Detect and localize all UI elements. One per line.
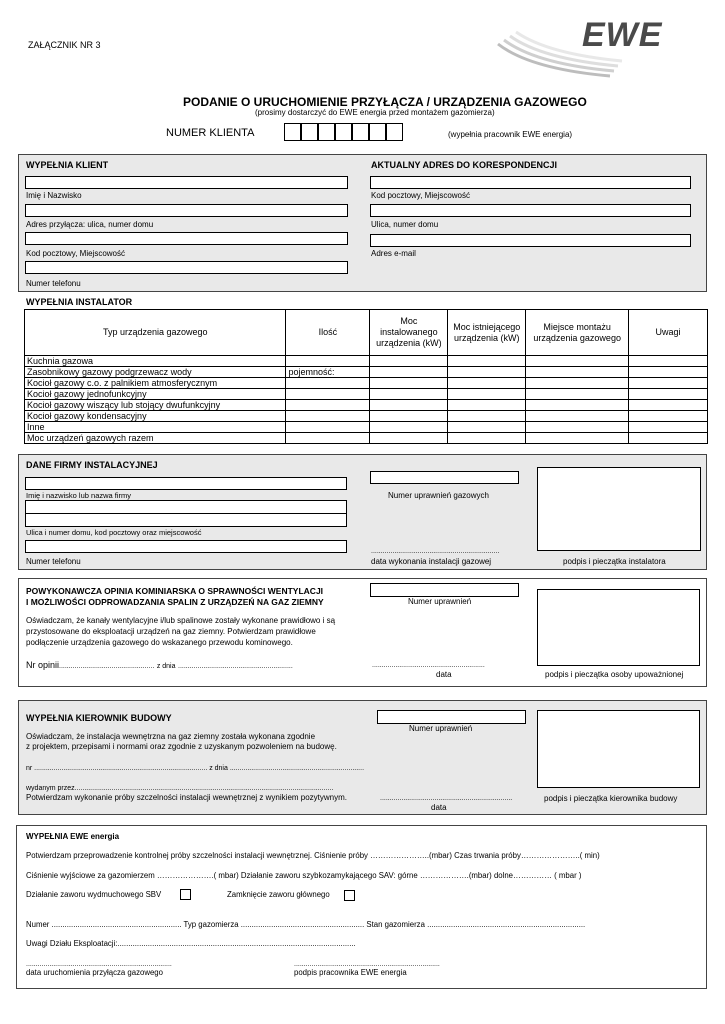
chimney-text-3: podłączenie urządzenia gazowego do wskazanego przewodu kominowego. — [26, 638, 293, 647]
device-label: Zasobnikowy gazowy podgrzewacz wody — [25, 367, 286, 378]
table-cell[interactable] — [370, 422, 448, 433]
client-name-label: Imię i Nazwisko — [26, 191, 82, 200]
page-title: PODANIE O URUCHOMIENIE PRZYŁĄCZA / URZĄDZENIA GAZOWEGO — [183, 95, 587, 109]
employee-sig-label: podpis pracownika EWE energia — [294, 968, 407, 977]
installer-signature-label: podpis i pieczątka instalatora — [563, 557, 666, 566]
table-cell[interactable] — [370, 389, 448, 400]
table-row — [25, 356, 708, 367]
chimney-date-dots: .......................................................... — [372, 662, 485, 669]
manager-signature-box[interactable] — [537, 710, 700, 788]
employee-sig-dots: ........................................................................... — [294, 961, 440, 968]
chimney-text-1: Oświadczam, że kanały wentylacyjne i/lub spalinowe zostały wykonane prawidłowo i są — [26, 616, 336, 625]
company-phone-field[interactable] — [25, 540, 347, 553]
table-cell[interactable] — [448, 433, 526, 444]
table-cell[interactable] — [629, 433, 708, 444]
opinion-date-label: z dnia — [156, 663, 176, 670]
client-city-label: Kod pocztowy, Miejscowość — [26, 249, 125, 258]
table-cell[interactable] — [526, 367, 629, 378]
manager-date-dots: .................................................................... — [380, 795, 513, 802]
col-location: Miejsce montażu urządzenia gazowego — [526, 310, 629, 356]
table-cell[interactable] — [286, 400, 370, 411]
start-date-label: data uruchomienia przyłącza gazowego — [26, 968, 163, 977]
table-cell[interactable] — [286, 356, 370, 367]
chimney-title-1: POWYKONAWCZA OPINIA KOMINIARSKA O SPRAWNOŚCI WENTYLACJI — [26, 586, 324, 596]
capacity-label: pojemność: — [288, 367, 335, 377]
installer-signature-box[interactable] — [537, 467, 701, 551]
manager-issued-line: wydanym przez..................................................................................................................................... — [26, 785, 334, 792]
main-valve-checkbox[interactable] — [344, 890, 355, 901]
table-cell[interactable] — [629, 411, 708, 422]
table-row — [25, 411, 708, 422]
sbv-label: Działanie zaworu wydmuchowego SBV — [26, 890, 162, 899]
chimney-permit-label: Numer uprawnień — [408, 597, 472, 606]
correspondence-street-label: Ulica, numer domu — [371, 220, 439, 229]
device-label: Kocioł gazowy kondensacyjny — [25, 411, 286, 422]
logo-text: EWE — [582, 16, 663, 54]
chimney-text-2: przystosowane do eksploatacji urządzeń na gaz ziemny. Potwierdzam prawidłowe — [26, 627, 316, 636]
table-cell[interactable] — [286, 389, 370, 400]
client-section-title: WYPEŁNIA KLIENT — [26, 160, 109, 170]
device-label: Inne — [25, 422, 286, 433]
table-cell[interactable] — [448, 389, 526, 400]
company-title: DANE FIRMY INSTALACYJNEJ — [26, 460, 158, 470]
manager-date-label: data — [431, 803, 447, 812]
manager-permit-label: Numer uprawnień — [409, 724, 473, 733]
table-cell[interactable] — [629, 356, 708, 367]
table-cell[interactable] — [526, 400, 629, 411]
chimney-opinion-line — [26, 661, 293, 670]
table-cell[interactable] — [370, 411, 448, 422]
opinion-number-dots: ................................................. — [59, 663, 155, 670]
manager-nr-line: nr ......................................................................................... z dnia ..................................................................... — [26, 765, 365, 772]
correspondence-email-label: Adres e-mail — [371, 249, 416, 258]
company-name-field[interactable] — [25, 477, 347, 490]
ewe-line-1: Potwierdzam przeprowadzenie kontrolnej próby szczelności instalacji wewnętrznej. Ciśnienie próby …………………..(mbar) Czas trwania próby…………………..( min) — [26, 851, 600, 860]
client-city-field[interactable] — [25, 232, 348, 245]
table-cell[interactable] — [448, 400, 526, 411]
manager-title: WYPEŁNIA KIEROWNIK BUDOWY — [26, 713, 172, 723]
capacity-cell[interactable] — [286, 367, 370, 378]
start-date-dots: ........................................................................... — [26, 961, 172, 968]
company-phone-label: Numer telefonu — [26, 557, 81, 566]
table-row — [25, 367, 708, 378]
col-installed-power: Moc instalowanego urządzenia (kW) — [370, 310, 448, 356]
client-number-digit[interactable] — [301, 123, 318, 141]
client-phone-label: Numer telefonu — [26, 279, 81, 288]
correspondence-city-field[interactable] — [370, 176, 691, 189]
device-label: Moc urządzeń gazowych razem — [25, 433, 286, 444]
ewe-line-5: Uwagi Działu Eksploatacji:.............................................................................................................. — [26, 939, 356, 948]
table-row — [25, 378, 708, 389]
col-notes: Uwagi — [629, 310, 708, 356]
client-number-digit[interactable] — [318, 123, 335, 141]
correspondence-street-field[interactable] — [370, 204, 691, 217]
sbv-checkbox[interactable] — [180, 889, 191, 900]
chimney-permit-field[interactable] — [370, 583, 519, 597]
attachment-label: ZAŁĄCZNIK NR 3 — [28, 40, 101, 50]
page-subtitle: (prosimy dostarczyć do EWE energia przed montażem gazomierza) — [255, 108, 495, 117]
client-number-digit[interactable] — [369, 123, 386, 141]
table-cell[interactable] — [629, 367, 708, 378]
chimney-signature-box[interactable] — [537, 589, 700, 666]
chimney-title-2: I MOŻLIWOŚCI ODPROWADZANIA SPALIN Z URZĄDZEŃ NA GAZ ZIEMNY — [26, 597, 324, 607]
table-cell[interactable] — [526, 422, 629, 433]
table-cell[interactable] — [286, 422, 370, 433]
client-phone-field[interactable] — [25, 261, 348, 274]
chimney-signature-label: podpis i pieczątka osoby upoważnionej — [545, 670, 684, 679]
client-number-digit[interactable] — [284, 123, 301, 141]
correspondence-email-field[interactable] — [370, 234, 691, 247]
table-cell[interactable] — [629, 422, 708, 433]
table-cell[interactable] — [448, 378, 526, 389]
table-cell[interactable] — [448, 356, 526, 367]
manager-text-2: z projektem, przepisami i normami oraz zgodnie z uzyskanym pozwoleniem na budowę. — [26, 742, 337, 751]
table-cell[interactable] — [370, 433, 448, 444]
device-label: Kocioł gazowy wiszący lub stojący dwufunkcyjny — [25, 400, 286, 411]
ewe-title: WYPEŁNIA EWE energia — [26, 832, 120, 841]
table-cell[interactable] — [526, 389, 629, 400]
client-number-digit[interactable] — [335, 123, 352, 141]
correspondence-title: AKTUALNY ADRES DO KORESPONDENCJI — [371, 160, 558, 170]
ewe-line-4: Numer ............................................................ Typ gazomierza ......................................................... Stan gazomierza ......................................................................... — [26, 920, 586, 929]
manager-permit-field[interactable] — [377, 710, 526, 724]
manager-signature-label: podpis i pieczątka kierownika budowy — [544, 794, 678, 803]
table-cell[interactable] — [629, 400, 708, 411]
company-permit-label: Numer uprawnień gazowych — [388, 491, 489, 500]
table-row — [25, 422, 708, 433]
ewe-line-2: Ciśnienie wyjściowe za gazomierzem ………………….( mbar) Działanie zaworu szybkozamykającego SAV: górne ……………….(mbar) dolne…………… ( mbar ) — [26, 871, 582, 880]
table-cell[interactable] — [286, 411, 370, 422]
table-cell[interactable] — [629, 389, 708, 400]
col-quantity: Ilość — [286, 310, 370, 356]
table-row — [25, 400, 708, 411]
table-cell[interactable] — [448, 367, 526, 378]
table-row — [25, 433, 708, 444]
table-cell[interactable] — [526, 378, 629, 389]
table-cell[interactable] — [448, 422, 526, 433]
client-number-note: (wypełnia pracownik EWE energia) — [448, 130, 573, 139]
table-cell[interactable] — [448, 411, 526, 422]
client-number-digit[interactable] — [352, 123, 369, 141]
company-name-label: Imię i nazwisko lub nazwa firmy — [26, 491, 132, 500]
col-device-type: Typ urządzenia gazowego — [25, 310, 286, 356]
company-date-label: data wykonania instalacji gazowej — [371, 557, 492, 566]
ewe-logo — [490, 14, 690, 84]
table-cell[interactable] — [526, 433, 629, 444]
table-cell[interactable] — [370, 378, 448, 389]
installer-title: WYPEŁNIA INSTALATOR — [26, 297, 133, 307]
installer-table — [24, 309, 708, 444]
client-address-field[interactable] — [25, 204, 348, 217]
company-address-label: Ulica i numer domu, kod pocztowy oraz miejscowość — [26, 528, 202, 537]
company-date-dots: .................................................................. — [371, 548, 500, 555]
client-name-field[interactable] — [25, 176, 348, 189]
opinion-number-label: Nr opinii — [26, 660, 60, 670]
main-valve-label: Zamknięcie zaworu głównego — [227, 890, 330, 899]
device-label: Kocioł gazowy c.o. z palnikiem atmosferycznym — [25, 378, 286, 389]
company-address-field-2[interactable] — [25, 513, 347, 527]
table-cell[interactable] — [286, 378, 370, 389]
table-cell[interactable] — [370, 400, 448, 411]
chimney-date-label: data — [436, 670, 452, 679]
table-cell[interactable] — [286, 433, 370, 444]
manager-text-1: Oświadczam, że instalacja wewnętrzna na gaz ziemny została wykonana zgodnie — [26, 732, 316, 741]
table-cell[interactable] — [629, 378, 708, 389]
table-cell[interactable] — [526, 411, 629, 422]
device-label: Kuchnia gazowa — [25, 356, 286, 367]
company-address-field-1[interactable] — [25, 500, 347, 514]
client-address-label: Adres przyłącza: ulica, numer domu — [26, 220, 154, 229]
device-label: Kocioł gazowy jednofunkcyjny — [25, 389, 286, 400]
client-number-label: NUMER KLIENTA — [166, 127, 255, 139]
table-cell[interactable] — [370, 367, 448, 378]
opinion-date-dots: ........................................................... — [178, 663, 293, 670]
col-existing-power: Moc istniejącego urządzenia (kW) — [448, 310, 526, 356]
table-cell[interactable] — [526, 356, 629, 367]
table-row — [25, 389, 708, 400]
client-number-digit[interactable] — [386, 123, 403, 141]
manager-confirm-line: Potwierdzam wykonanie próby szczelności instalacji wewnętrznej z wynikiem pozytywnym. — [26, 793, 348, 802]
correspondence-city-label: Kod pocztowy, Miejscowość — [371, 191, 470, 200]
company-permit-field[interactable] — [370, 471, 519, 484]
table-cell[interactable] — [370, 356, 448, 367]
